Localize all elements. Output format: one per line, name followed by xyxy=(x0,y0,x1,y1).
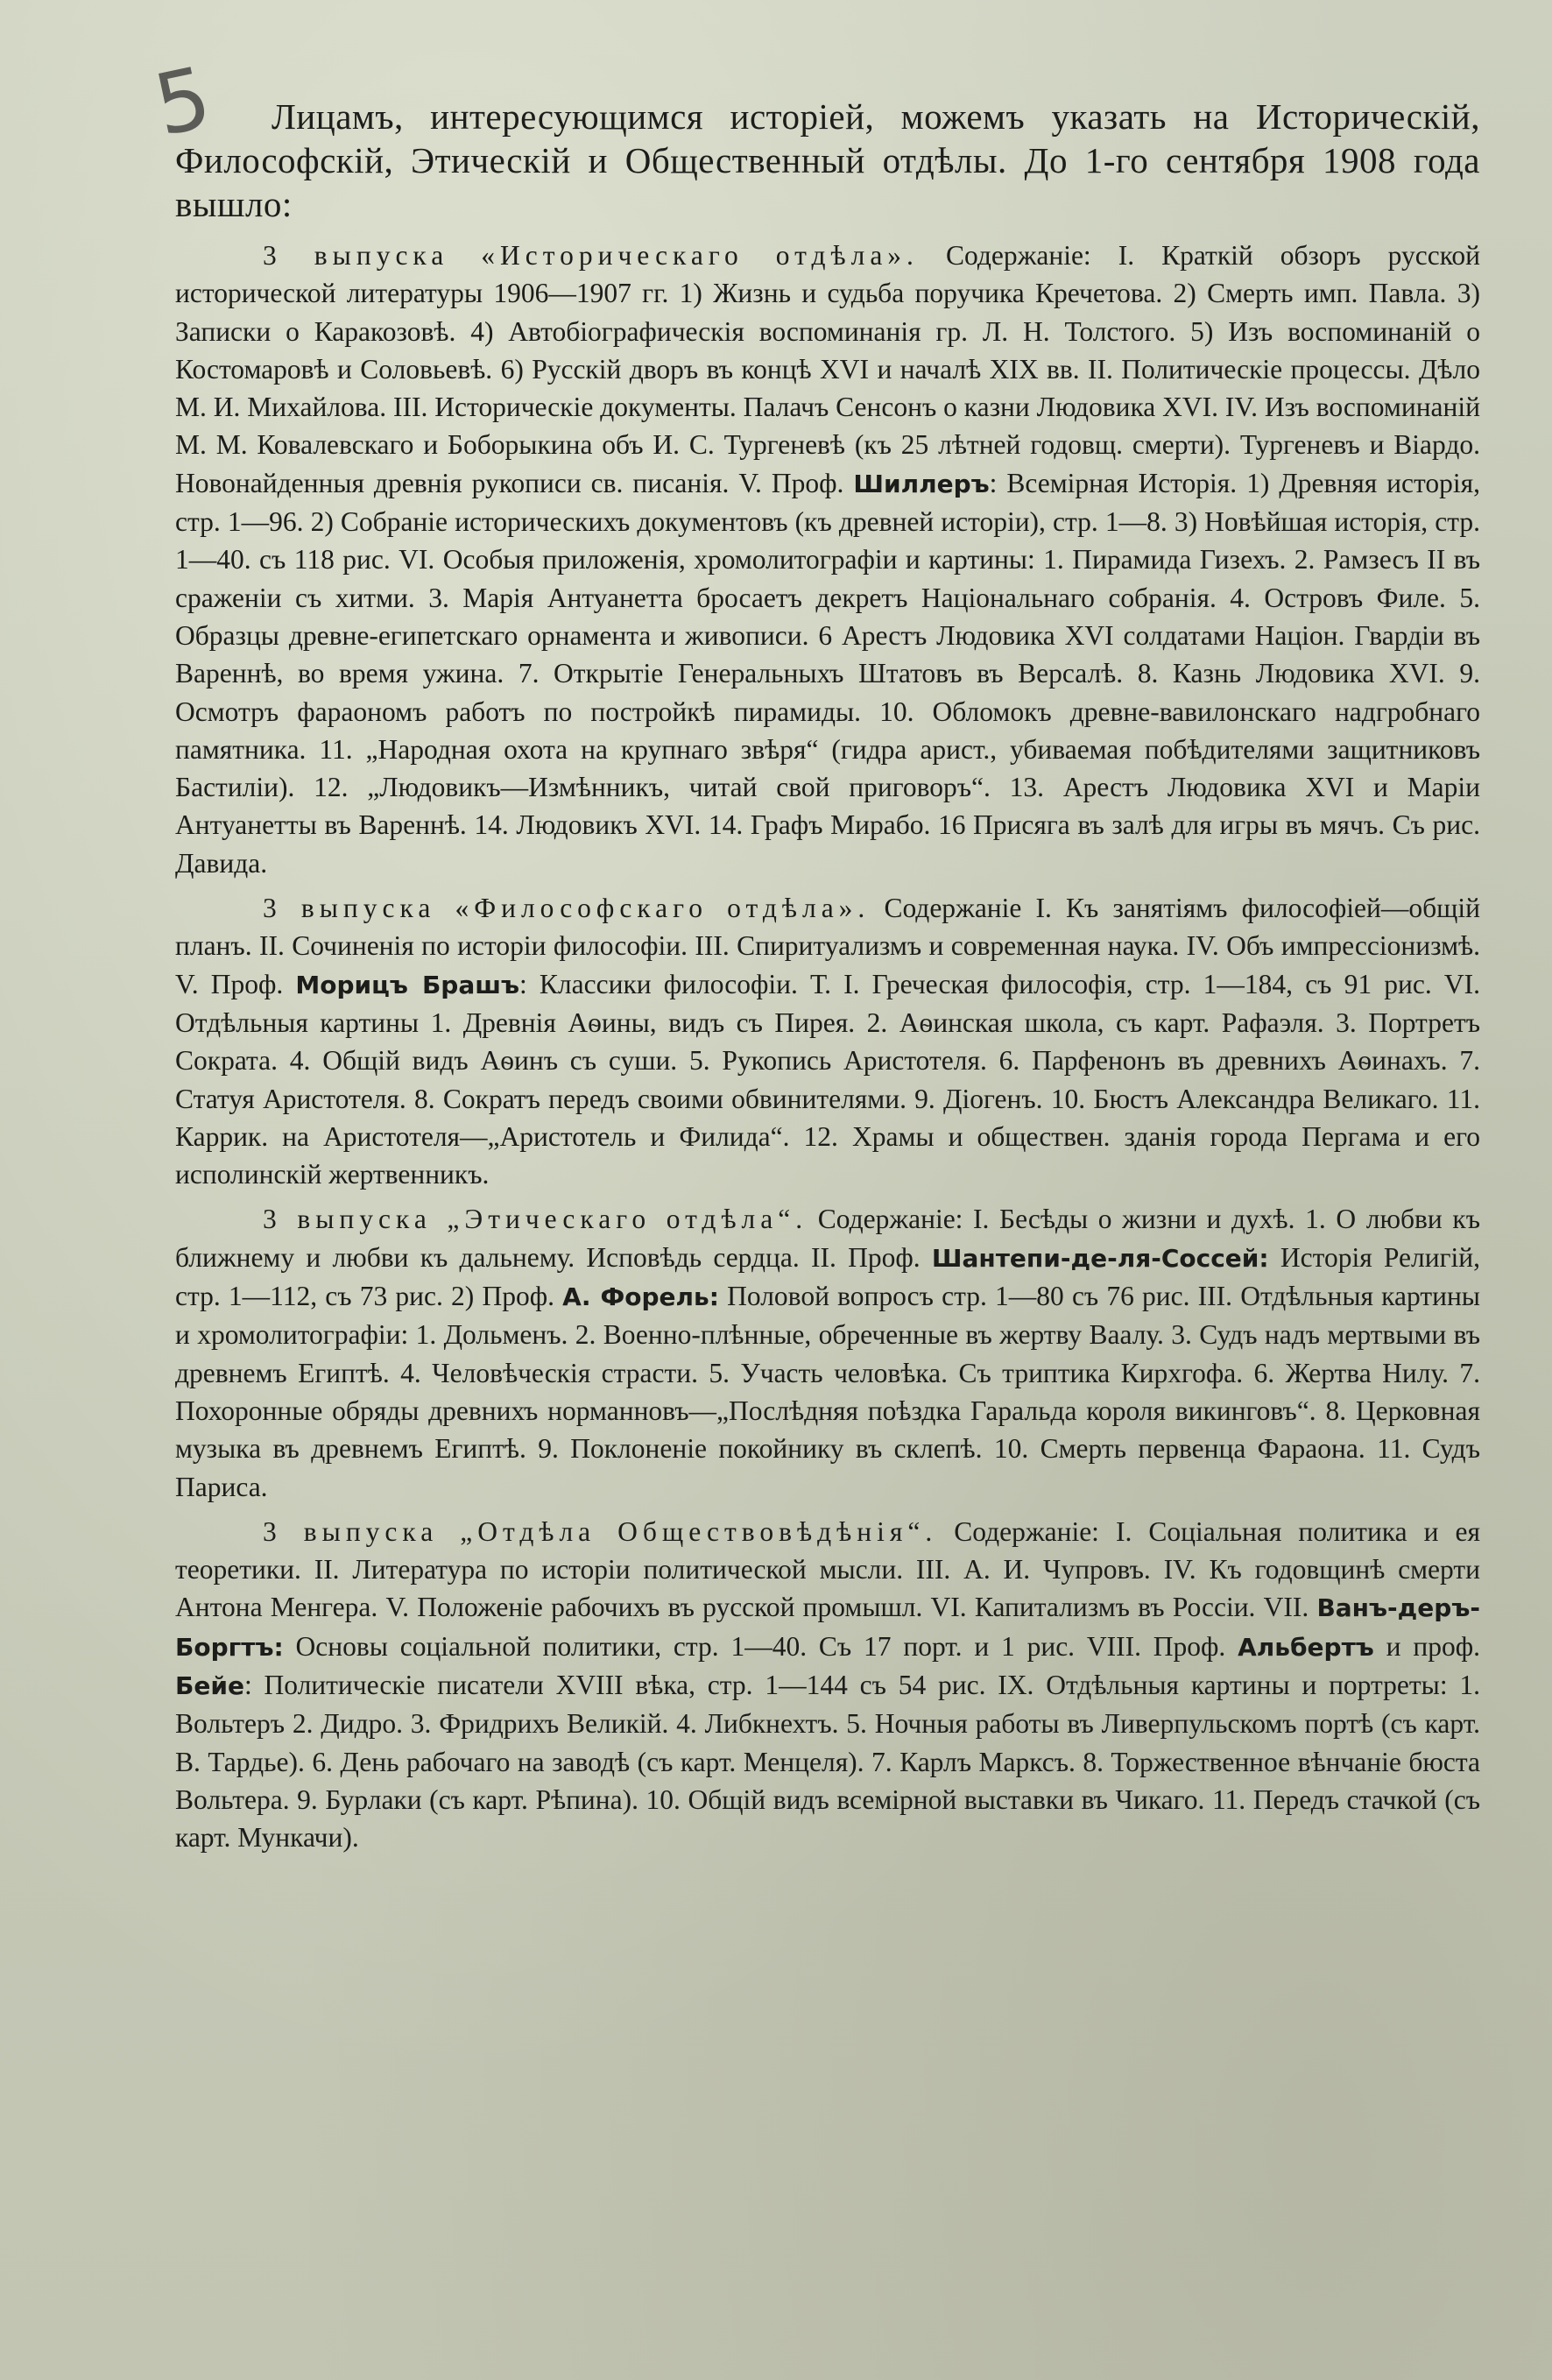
social-author-2: Альбертъ xyxy=(1238,1632,1374,1662)
document-body xyxy=(175,95,1480,1863)
social-text-3: и проф. xyxy=(1373,1630,1480,1662)
philosophy-text-2: : Классики философіи. Т. I. Греческая философія, стр. 1—184, съ 91 рис. VI. Отдѣльныя картины 1. Древнія Аѳины, видъ съ Пирея. 2. Аѳинская школа, съ карт. Рафаэля. 3. Портретъ Сократа. 4. Общій видъ Аѳинъ съ суши. 5. Рукопись Аристотеля. 6. Парфенонъ въ древнихъ Аѳинахъ. 7. Статуя Аристотеля. 8. Сократъ передъ своими обвинителями. 9. Діогенъ. 10. Бюстъ Александра Великаго. 11. Каррик. на Аристотеля—„Аристотель и Филида“. 12. Храмы и обществен. зданія города Пергама и его исполинскій жертвенникъ. xyxy=(175,968,1480,1190)
ethics-section xyxy=(175,1200,1480,1505)
philosophy-section xyxy=(175,889,1480,1193)
social-author-3: Бейе xyxy=(175,1670,244,1700)
philosophy-author: Морицъ Брашъ xyxy=(295,970,520,999)
history-section xyxy=(175,237,1480,882)
social-heading: 3 выпуска „Отдѣла Обществовѣдѣнія“. xyxy=(263,1515,938,1547)
ethics-text-3: Половой вопросъ стр. 1—80 съ 76 рис. III. Отдѣльныя картины и хромолитографіи: 1. Дольменъ. 2. Военно-плѣнные, обреченные въ жертву Ваалу. 3. Судъ надъ мертвыми въ древнемъ Египтѣ. 4. Человѣческія страсти. 5. Участь человѣка. Съ триптика Кирхгофа. 6. Жертва Нилу. 7. Похоронные обряды древнихъ норманновъ—„Послѣдняя поѣздка Гаральда короля викинговъ“. 8. Церковная музыка въ древнемъ Египтѣ. 9. Поклоненіе покойнику въ склепѣ. 10. Смерть первенца Фараона. 11. Судъ Париса. xyxy=(175,1281,1480,1502)
ethics-author-1: Шантепи-де-ля-Соссей: xyxy=(931,1243,1269,1273)
social-author-1: Ванъ-деръ-Боргтъ: xyxy=(175,1593,1480,1662)
ethics-text-1: Содержаніе: I. Бесѣды о жизни и духѣ. 1. О любви къ ближнему и любви къ дальнему. Исповѣдь сердца. II. Проф. xyxy=(175,1204,1480,1273)
folio-number: 5 xyxy=(146,47,220,156)
history-heading: 3 выпуска «Историческаго отдѣла». xyxy=(263,240,919,271)
philosophy-heading: 3 выпуска «Философскаго отдѣла». xyxy=(263,893,871,924)
history-author: Шиллеръ xyxy=(853,469,990,498)
social-section xyxy=(175,1513,1480,1857)
history-text-1: Содержаніе: I. Краткій обзоръ русской исторической литературы 1906—1907 гг. 1) Жизнь и судьба поручика Кречетова. 2) Смерть имп. Павла. 3) Записки о Каракозовѣ. 4) Автобіографическія воспоминанія гр. Л. Н. Толстого. 5) Изъ воспоминаній о Костомаровѣ и Соловьевѣ. 6) Русскій дворъ въ концѣ XVI и началѣ XIX вв. II. Политическіе процессы. Дѣло М. И. Михайлова. III. Историческіе документы. Палачъ Сенсонъ о казни Людовика XVI. IV. Изъ воспоминаній М. М. Ковалевскаго и Боборыкина объ И. С. Тургеневѣ (къ 25 лѣтней годовщ. смерти). Тургеневъ и Віардо. Новонайденныя древнія рукописи св. писанія. V. Проф. xyxy=(175,240,1481,498)
ethics-text-2: Исторія Религій, стр. 1—112, съ 73 рис. 2) Проф. xyxy=(175,1241,1480,1312)
philosophy-text-1: Содержаніе I. Къ занятіямъ философіей—общій планъ. II. Сочиненія по исторіи философіи. III. Спиритуализмъ и современная наука. IV. Объ импрессіонизмѣ. V. Проф. xyxy=(175,893,1480,999)
history-text-2: : Всемірная Исторія. 1) Древняя исторія, стр. 1—96. 2) Собраніе историческихъ документовъ (къ древней исторіи), стр. 1—8. 3) Новѣйшая исторія, стр. 1—40. съ 118 рис. VI. Особыя приложенія, хромолитографіи и картины: 1. Пирамида Гизехъ. 2. Рамзесъ II въ сраженіи съ хитми. 3. Марія Антуанетта бросаетъ декретъ Національнаго собранія. 4. Островъ Филе. 5. Образцы древне-египетскаго орнамента и живописи. 6 Арестъ Людовика XVI солдатами Націон. Гвардіи въ Вареннѣ, во время ужина. 7. Открытіе Генеральныхъ Штатовъ въ Версалѣ. 8. Казнь Людовика XVI. 9. Осмотръ фараономъ работъ по постройкѣ пирамиды. 10. Обломокъ древне-вавилонскаго надгробнаго памятника. 11. „Народная охота на крупнаго звѣря“ (гидра арист., убиваемая побѣдителями защитниковъ Бастиліи). 12. „Людовикъ—Измѣнникъ, читай свой приговоръ“. 13. Арестъ Людовика XVI и Маріи Антуанетты въ Вареннѣ. 14. Людовикъ XVI. 14. Графъ Мирабо. 16 Присяга въ залѣ для игры въ мячъ. Съ рис. Давида. xyxy=(175,467,1480,879)
social-text-2: Основы соціальной политики, стр. 1—40. Съ 17 порт. и 1 рис. VIII. Проф. xyxy=(283,1630,1238,1662)
social-text-1: Содержаніе: I. Соціальная политика и ея теоретики. II. Литература по исторіи политической мысли. III. А. И. Чупровъ. IV. Къ годовщинѣ смерти Антона Менгера. V. Положеніе рабочихъ въ русской промышл. VI. Капитализмъ въ Россіи. VII. xyxy=(175,1515,1481,1623)
social-text-4: : Политическіе писатели XVIII вѣка, стр. 1—144 съ 54 рис. IX. Отдѣльныя картины и портреты: 1. Вольтеръ 2. Дидро. 3. Фридрихъ Великій. 4. Либкнехтъ. 5. Ночныя работы въ Ливерпульскомъ портѣ (съ карт. В. Тардье). 6. День рабочаго на заводѣ (съ карт. Менцеля). 7. Карлъ Марксъ. 8. Торжественное вѣнчаніе бюста Вольтера. 9. Бурлаки (съ карт. Рѣпина). 10. Общій видъ всемірной выставки въ Чикаго. 11. Передъ стачкой (съ карт. Мункачи). xyxy=(175,1669,1480,1854)
intro-paragraph: Лицамъ, интересующимся исторіей, можемъ указать на Историческій, Философскій, Этическій и Общественный отдѣлы. До 1-го сентября 1908 года вышло: xyxy=(175,96,1480,224)
ethics-author-2: А. Форель: xyxy=(562,1282,719,1312)
ethics-heading: 3 выпуска „Этическаго отдѣла“. xyxy=(263,1204,808,1235)
